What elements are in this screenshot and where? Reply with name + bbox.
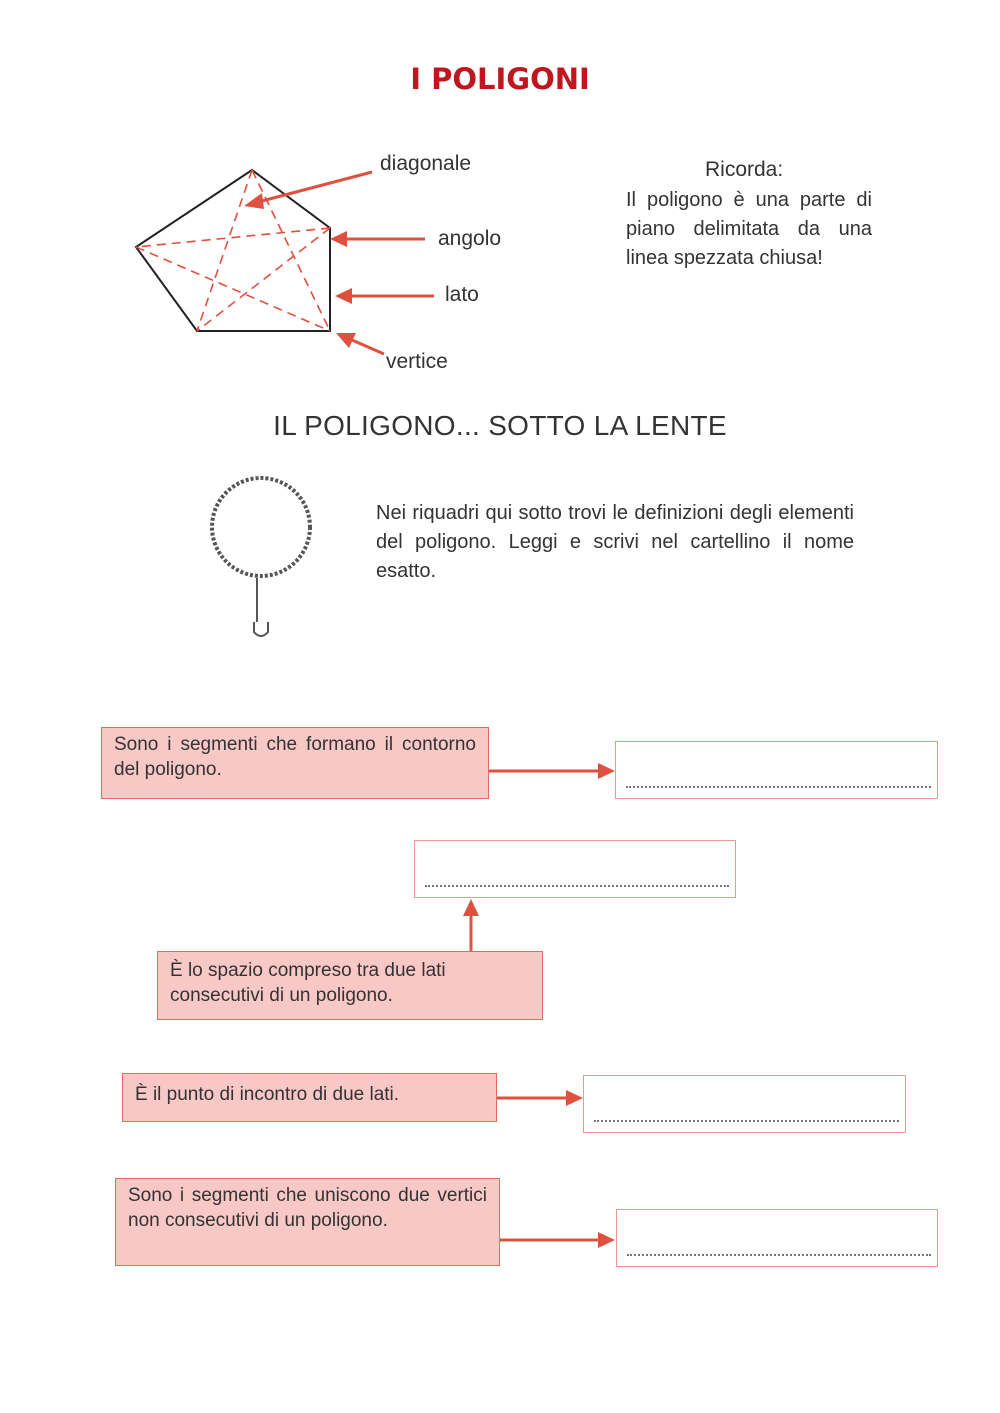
pentagon-diagram: [136, 170, 330, 331]
answer-box-3[interactable]: [583, 1075, 906, 1133]
section-title: IL POLIGONO... SOTTO LA LENTE: [273, 410, 727, 441]
label-angolo: angolo: [438, 227, 502, 250]
diagram-arrows: [244, 172, 434, 354]
definition-box-1: Sono i segmenti che formano il contorno del poligono.: [101, 727, 489, 799]
answer-box-2[interactable]: [414, 840, 736, 898]
definition-box-4: Sono i segmenti che uniscono due vertici non consecutivi di un poligono.: [115, 1178, 500, 1266]
answer-line-1: [626, 785, 931, 788]
ricorda-heading: Ricorda:: [705, 158, 784, 181]
answer-line-4: [627, 1253, 931, 1256]
label-vertice: vertice: [386, 350, 448, 373]
label-diagonale: diagonale: [380, 152, 472, 175]
answer-box-4[interactable]: [616, 1209, 938, 1267]
definition-box-2: È lo spazio compreso tra due lati consecutivi di un poligono.: [157, 951, 543, 1020]
pentagon-diagonals: [136, 170, 330, 331]
definition-box-3: È il punto di incontro di due lati.: [122, 1073, 497, 1122]
page-title: I POLIGONI: [410, 62, 590, 96]
ricorda-text: Il poligono è una parte di piano delimitata da una linea spezzata chiusa!: [626, 189, 872, 269]
answer-line-2: [425, 884, 729, 887]
instructions-text: Nei riquadri qui sotto trovi le definizioni degli elementi del poligono. Leggi e scrivi nel cartellino il nome esatto.: [376, 502, 854, 582]
answer-box-1[interactable]: [615, 741, 938, 799]
magnifier-icon: [212, 478, 310, 636]
answer-line-3: [594, 1119, 899, 1122]
label-lato: lato: [445, 283, 479, 306]
